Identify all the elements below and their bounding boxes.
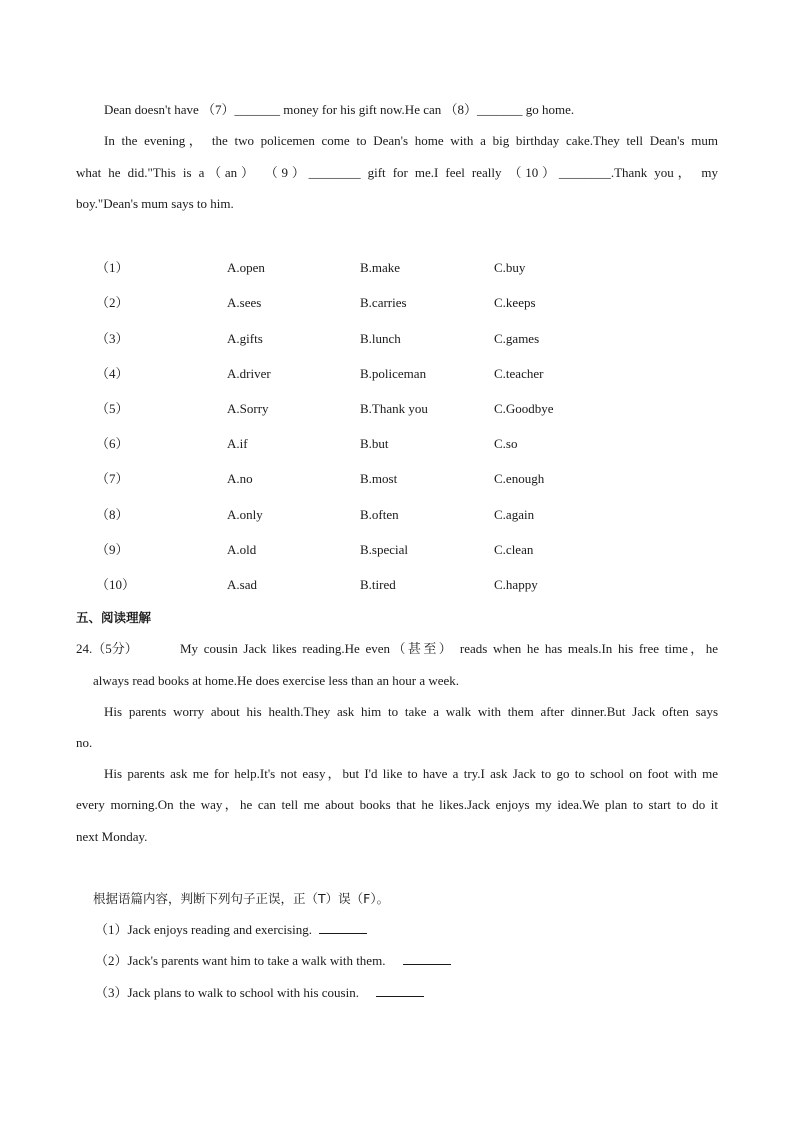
option-c: C.keeps (494, 295, 536, 310)
option-number: （1） (96, 260, 129, 275)
option-row (96, 576, 616, 594)
option-b: B.policeman (360, 366, 427, 381)
judge-item-2 (95, 952, 451, 970)
option-a: A.gifts (227, 331, 263, 346)
option-number: （4） (96, 366, 129, 381)
option-row (96, 506, 616, 524)
option-b: B.most (360, 471, 398, 486)
judge-item-3 (95, 984, 424, 1002)
passage-line-3: what he did."This is a（an） （9）________ gift for me.I feel really （10）________.Thank you， my (76, 165, 718, 180)
option-number: （7） (96, 471, 129, 486)
option-a: A.sees (227, 295, 262, 310)
option-row (96, 435, 616, 453)
option-b: B.Thank you (360, 401, 428, 416)
option-a: A.driver (227, 366, 271, 381)
option-c: C.games (494, 331, 540, 346)
option-c: C.so (494, 436, 518, 451)
judge-item-text: （1）Jack enjoys reading and exercising. (95, 922, 312, 937)
passage-line-4: boy."Dean's mum says to him. (76, 196, 234, 211)
option-number: （5） (96, 401, 129, 416)
reading-paragraph-2-line-2: no. (76, 735, 93, 750)
option-number: （6） (96, 436, 129, 451)
option-row (96, 259, 616, 277)
option-c: C.Goodbye (494, 401, 554, 416)
option-b: B.special (360, 542, 409, 557)
reading-paragraph-3-line-3: next Monday. (76, 829, 148, 844)
option-number: （9） (96, 542, 129, 557)
option-a: A.open (227, 260, 265, 275)
question-number: 24.（5分） (76, 641, 138, 656)
answer-blank[interactable] (403, 952, 451, 965)
option-c: C.again (494, 507, 535, 522)
option-row (96, 365, 616, 383)
option-a: A.sad (227, 577, 257, 592)
reading-paragraph-1-line-2: always read books at home.He does exercise less than an hour a week. (93, 673, 460, 688)
judge-item-text: （2）Jack's parents want him to take a walk with them. (95, 953, 386, 968)
judge-instruction: 根据语篇内容，判断下列句子正误，正（T）误（F）。 (93, 891, 390, 906)
option-b: B.carries (360, 295, 407, 310)
option-c: C.clean (494, 542, 534, 557)
option-c: C.happy (494, 577, 538, 592)
answer-blank[interactable] (376, 984, 424, 997)
reading-paragraph-2-line-1: His parents worry about his health.They ask him to take a walk with them after dinner.But Jack often says (104, 704, 718, 719)
option-b: B.but (360, 436, 389, 451)
option-row (96, 294, 616, 312)
option-number: （8） (96, 507, 129, 522)
option-b: B.often (360, 507, 399, 522)
section-title: 五、阅读理解 (76, 610, 152, 625)
option-c: C.buy (494, 260, 526, 275)
option-number: （3） (96, 331, 129, 346)
option-b: B.make (360, 260, 401, 275)
reading-paragraph-1-line-1: My cousin Jack likes reading.He even（甚至） reads when he has meals.In his free time，he (180, 641, 718, 656)
judge-item-1 (95, 921, 367, 939)
option-a: A.no (227, 471, 253, 486)
judge-item-text: （3）Jack plans to walk to school with his cousin. (95, 985, 359, 1000)
option-a: A.only (227, 507, 263, 522)
option-a: A.Sorry (227, 401, 269, 416)
option-b: B.lunch (360, 331, 401, 346)
option-number: （2） (96, 295, 129, 310)
option-a: A.old (227, 542, 257, 557)
question-24-first-line (76, 640, 718, 658)
passage-line-1: Dean doesn't have （7）_______ money for his gift now.He can （8）_______ go home. (104, 102, 575, 117)
option-row (96, 400, 616, 418)
option-number: （10） (96, 577, 136, 592)
option-c: C.enough (494, 471, 545, 486)
answer-blank[interactable] (319, 921, 367, 934)
option-row (96, 541, 616, 559)
option-c: C.teacher (494, 366, 544, 381)
option-row (96, 330, 616, 348)
passage-line-2: In the evening， the two policemen come to Dean's home with a big birthday cake.They tell Dean's mum (104, 133, 718, 148)
reading-paragraph-3-line-1: His parents ask me for help.It's not easy，but I'd like to have a try.I ask Jack to go to school on foot with me (104, 766, 718, 781)
option-a: A.if (227, 436, 248, 451)
option-row (96, 470, 616, 488)
reading-paragraph-3-line-2: every morning.On the way，he can tell me about books that he likes.Jack enjoys my idea.We plan to start to do it (76, 797, 718, 812)
option-b: B.tired (360, 577, 396, 592)
